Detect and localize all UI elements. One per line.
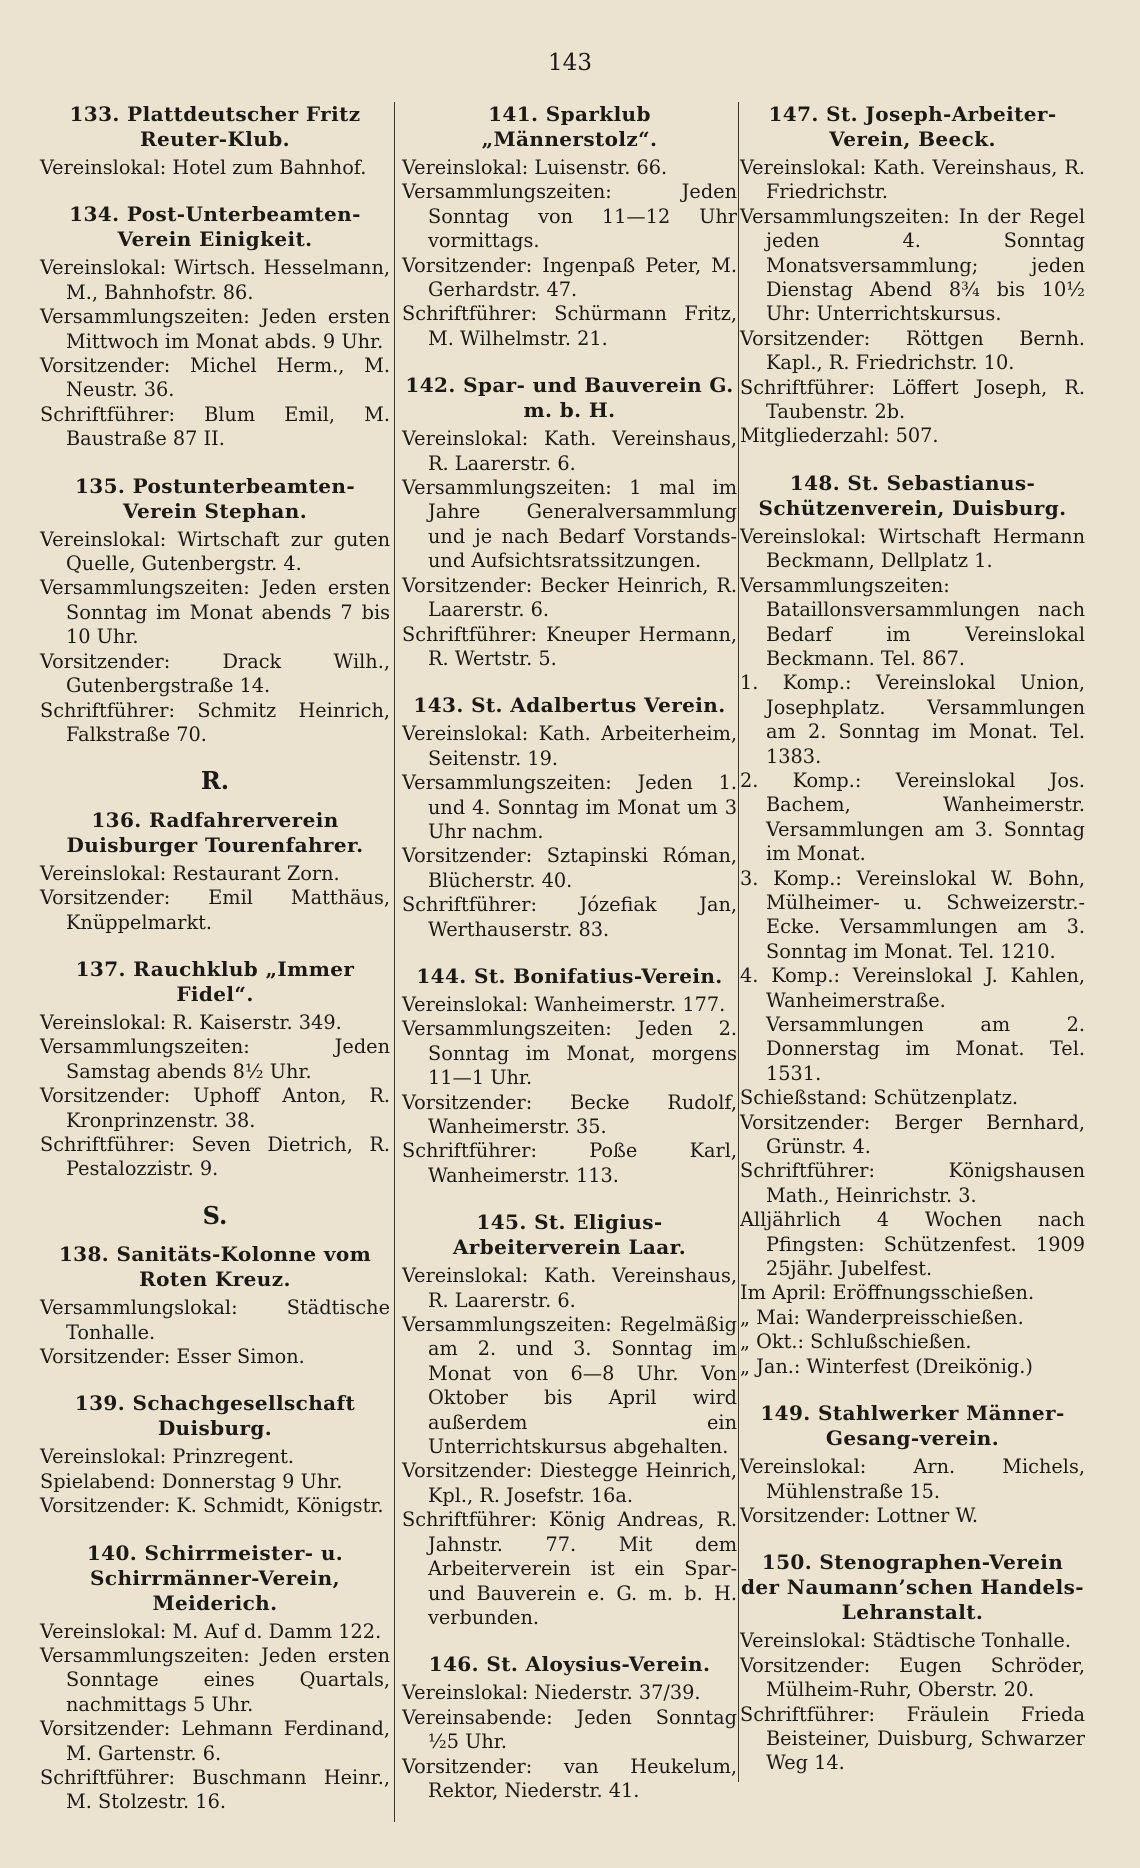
entry-line: Vereinslokal: Kath. Arbeiterheim, Seitenstr. 19. <box>402 722 737 770</box>
entry-line: Vorsitzender: K. Schmidt, Königstr. <box>40 1494 384 1518</box>
entry-title: 140. Schirrmeister- u. Schirrmänner-Verein, Meiderich. <box>86 1540 344 1615</box>
entry-line: Versammlungszeiten: In der Regel jeden 4. Sonntag Monatsversammlung; jeden Dienstag Abend 8¾ bis 10½ Uhr: Unterrichtskursus. <box>740 204 1085 326</box>
entry-line: Vorsitzender: Ingenpaß Peter, M. Gerhardstr. 47. <box>402 253 737 302</box>
entry-line: Vereinslokal: Luisenstr. 66. <box>402 156 668 179</box>
entry-line: Spielabend: Donnerstag 9 Uhr. <box>40 1469 343 1493</box>
entry-line: Schriftführer: Fräulein Frieda Beisteiner, Duisburg, Schwarzer Weg 14. <box>740 1702 1085 1775</box>
club-entry <box>740 471 1085 1379</box>
entry-line: Vorsitzender: Uphoff Anton, R. Kronprinzenstr. 38. <box>40 1084 390 1132</box>
entry-line: Schriftführer: Löffert Joseph, R. Taubenstr. 2b. <box>740 375 1085 424</box>
entry-line: Vorsitzender: Berger Bernhard, Grünstr. 4. <box>740 1110 1085 1159</box>
entry-line: Vereinslokal: Restaurant Zorn. <box>40 861 340 885</box>
entry-line: Versammlungszeiten: Jeden Samstag abends 8½ Uhr. <box>40 1035 390 1083</box>
entry-title: 141. Sparklub „Männerstolz“. <box>481 102 658 151</box>
club-entry <box>402 373 737 671</box>
entry-line: Vereinslokal: Prinzregent. <box>40 1445 295 1469</box>
entry-line: Vereinslokal: Hotel zum Bahnhof. <box>40 156 367 179</box>
entry-line: Vorsitzender: Emil Matthäus, Knüppelmarkt. <box>40 886 390 934</box>
entry-line: Schriftführer: Kneuper Hermann, R. Wertstr. 5. <box>402 622 737 670</box>
entry-line: Versammlungszeiten: Jeden ersten Sonntage eines Quartals, nachmittags 5 Uhr. <box>40 1644 390 1716</box>
entry-line: 4. Komp.: Vereinslokal J. Kahlen, Wanheimerstraße. Versammlungen am 2. Donnerstag im Monat. Tel. 1531. <box>740 964 1085 1085</box>
entry-title: 134. Post-Unterbeamten-Verein Einigkeit. <box>69 202 361 252</box>
entry-line: Versammlungszeiten: Jeden 2. Sonntag im Monat, morgens 11—1 Uhr. <box>402 1017 737 1090</box>
entry-line: Versammlungszeiten: Jeden 1. und 4. Sonntag im Monat um 3 Uhr nachm. <box>402 771 737 843</box>
entry-title: 150. Stenographen-Verein der Naumann’schen Handels-Lehranstalt. <box>740 1550 1085 1625</box>
entry-line: Vorsitzender: Diestegge Heinrich, Kpl., R. Josefstr. 16a. <box>402 1459 737 1507</box>
entry-line: Versammlungslokal: Städtische Tonhalle. <box>40 1296 390 1344</box>
entry-line: Schriftführer: Schmitz Heinrich, Falkstraße 70. <box>40 698 390 746</box>
entry-line: Schriftführer: Blum Emil, M. Baustraße 87 II. <box>40 402 390 451</box>
entry-line: Schriftführer: Buschmann Heinr., M. Stolzestr. 16. <box>40 1766 390 1814</box>
entry-title: 144. St. Bonifatius-Verein. <box>416 963 723 988</box>
entry-line: Vereinsabende: Jeden Sonntag ½5 Uhr. <box>402 1705 737 1754</box>
entry-title: 139. Schachgesellschaft Duisburg. <box>74 1391 356 1441</box>
entry-line: Schriftführer: König Andreas, R. Jahnstr. 77. Mit dem Arbeiterverein ist ein Spar- und Bauverein e. G. m. b. H. verbunden. <box>402 1508 737 1629</box>
entry-line: Alljährlich 4 Wochen nach Pfingsten: Schützenfest. 1909 25jähr. Jubelfest. <box>740 1208 1085 1281</box>
entry-title: 147. St. Joseph-Arbeiter-Verein, Beeck. <box>768 102 1057 151</box>
entry-line: Vereinslokal: Wirtschaft Hermann Beckmann, Dellplatz 1. <box>740 524 1085 573</box>
entry-line: Vereinslokal: R. Kaiserstr. 349. <box>40 1010 342 1034</box>
club-entry <box>40 808 390 935</box>
entry-line: Vereinslokal: Wirtschaft zur guten Quelle, Gutenbergstr. 4. <box>40 527 390 576</box>
entry-line: Versammlungszeiten: Regelmäßig am 2. und 3. Sonntag im Monat von 6—8 Uhr. Von Oktober bis April wird außerdem ein Unterrichtskursus abgehalten. <box>402 1313 737 1459</box>
entry-line: Vorsitzender: Sztapinski Róman, Blücherstr. 40. <box>402 844 737 892</box>
entry-title: 148. St. Sebastianus-Schützenverein, Duisburg. <box>758 470 1067 520</box>
club-entry <box>40 1391 390 1518</box>
entry-line: Schriftführer: Schürmann Fritz, M. Wilhelmstr. 21. <box>402 302 737 350</box>
entry-line: Vorsitzender: Lehmann Ferdinand, M. Gartenstr. 6. <box>40 1717 390 1765</box>
club-entry <box>740 102 1085 449</box>
entry-line: Im April: Eröffnungsschießen. <box>740 1281 1035 1305</box>
entry-title: 138. Sanitäts-Kolonne vom Roten Kreuz. <box>58 1242 372 1292</box>
entry-line: Schriftführer: Seven Dietrich, R. Pestalozzistr. 9. <box>40 1132 390 1181</box>
entry-line: Vereinslokal: Kath. Vereinshaus, R. Laarerstr. 6. <box>402 1264 737 1312</box>
entry-line: Versammlungszeiten: Jeden Sonntag von 11—12 Uhr vormittags. <box>402 180 737 253</box>
column-divider-1 <box>394 102 395 1822</box>
entry-line: Mitgliederzahl: 507. <box>740 424 939 448</box>
club-entry <box>402 964 737 1188</box>
entry-line: Vereinslokal: Wanheimerstr. 177. <box>402 992 726 1016</box>
club-entry <box>740 1401 1085 1528</box>
entry-line: Vorsitzender: Drack Wilh., Gutenbergstraße 14. <box>40 649 390 698</box>
entry-title: 136. Radfahrerverein Duisburger Tourenfahrer. <box>66 807 364 857</box>
entry-title: 135. Postunterbeamten-Verein Stephan. <box>74 473 356 523</box>
club-entry <box>402 693 737 942</box>
page-number: 143 <box>548 50 592 76</box>
section-letter: S. <box>202 1200 228 1230</box>
entry-line: Schriftführer: Józefiak Jan, Werthauserstr. 83. <box>402 893 737 941</box>
entry-line: Versammlungszeiten: Jeden ersten Mittwoch im Monat abds. 9 Uhr. <box>40 305 390 353</box>
entry-line: Vorsitzender: Lottner W. <box>740 1503 979 1527</box>
entry-title: 146. St. Aloysius-Verein. <box>428 1652 711 1677</box>
entry-line: 3. Komp.: Vereinslokal W. Bohn, Mülheimer- u. Schweizerstr.-Ecke. Versammlungen am 3. Sonntag im Monat. Tel. 1210. <box>740 866 1085 963</box>
entry-line: Schießstand: Schützenplatz. <box>740 1086 1019 1110</box>
club-entry <box>40 474 390 748</box>
entry-title: 143. St. Adalbertus Verein. <box>413 693 726 718</box>
club-entry <box>40 957 390 1182</box>
entry-title: 133. Plattdeutscher Fritz Reuter-Klub. <box>69 102 361 151</box>
entry-line: Vereinslokal: Städtische Tonhalle. <box>740 1629 1071 1653</box>
entry-line: Vorsitzender: van Heukelum, Rektor, Niederstr. 41. <box>402 1754 737 1802</box>
entry-line: „ Jan.: Winterfest (Dreikönig.) <box>740 1354 1033 1378</box>
club-entry <box>40 202 390 451</box>
entry-line: Vereinslokal: Kath. Vereinshaus, R. Laarerstr. 6. <box>402 427 737 475</box>
entry-line: 2. Komp.: Vereinslokal Jos. Bachem, Wanheimerstr. Versammlungen am 3. Sonntag im Monat. <box>740 768 1085 866</box>
entry-line: Vorsitzender: Eugen Schröder, Mülheim-Ruhr, Oberstr. 20. <box>740 1653 1085 1702</box>
entry-line: Vorsitzender: Esser Simon. <box>40 1345 305 1368</box>
entry-title: 142. Spar- und Bauverein G. m. b. H. <box>405 373 734 423</box>
club-entry <box>402 1652 737 1803</box>
club-entry <box>402 102 737 351</box>
entry-line: Vorsitzender: Röttgen Bernh. Kapl., R. Friedrichstr. 10. <box>740 326 1085 375</box>
entry-title: 137. Rauchklub „Immer Fidel“. <box>75 956 355 1006</box>
section-letter: R. <box>200 766 230 796</box>
entry-line: Versammlungszeiten: Bataillonsversammlungen nach Bedarf im Vereinslokal Beckmann. Tel. 867. <box>740 573 1085 670</box>
entry-line: Vorsitzender: Michel Herm., M. Neustr. 36. <box>40 354 390 402</box>
club-entry <box>740 1550 1085 1775</box>
entry-line: Versammlungszeiten: Jeden ersten Sonntag im Monat abends 7 bis 10 Uhr. <box>40 576 390 649</box>
entry-line: Vereinslokal: M. Auf d. Damm 122. <box>40 1619 382 1643</box>
column-2 <box>402 102 737 1802</box>
entry-line: Vereinslokal: Arn. Michels, Mühlenstraße 15. <box>740 1455 1085 1503</box>
entry-line: Schriftführer: Königshausen Math., Heinrichstr. 3. <box>740 1159 1085 1207</box>
entry-line: „ Okt.: Schlußschießen. <box>740 1330 972 1354</box>
entry-line: Vorsitzender: Becke Rudolf, Wanheimerstr. 35. <box>402 1090 737 1138</box>
entry-line: „ Mai: Wanderpreisschießen. <box>740 1305 1024 1329</box>
entry-line: Vereinslokal: Kath. Vereinshaus, R. Friedrichstr. <box>740 156 1085 204</box>
entry-title: 149. Stahlwerker Männer-Gesang-verein. <box>760 1401 1065 1451</box>
club-entry <box>40 1541 390 1815</box>
column-divider-2 <box>738 102 739 1782</box>
club-entry <box>40 1242 390 1369</box>
entry-line: Vorsitzender: Becker Heinrich, R. Laarerstr. 6. <box>402 573 737 622</box>
entry-line: Vereinslokal: Wirtsch. Hesselmann, M., Bahnhofstr. 86. <box>40 256 390 304</box>
entry-line: Schriftführer: Poße Karl, Wanheimerstr. 113. <box>402 1139 737 1187</box>
entry-line: Vereinslokal: Niederstr. 37/39. <box>402 1681 701 1705</box>
entry-line: 1. Komp.: Vereinslokal Union, Josephplatz. Versammlungen am 2. Sonntag im Monat. Tel. 1383. <box>740 671 1085 768</box>
column-3 <box>740 102 1085 1802</box>
entry-line: Versammlungszeiten: 1 mal im Jahre Generalversammlung und je nach Bedarf Vorstands- und Aufsichtsratssitzungen. <box>402 476 737 573</box>
club-entry <box>402 1210 737 1630</box>
column-1 <box>40 102 390 1842</box>
entry-title: 145. St. Eligius-Arbeiterverein Laar. <box>452 1210 687 1260</box>
club-entry <box>40 102 390 180</box>
